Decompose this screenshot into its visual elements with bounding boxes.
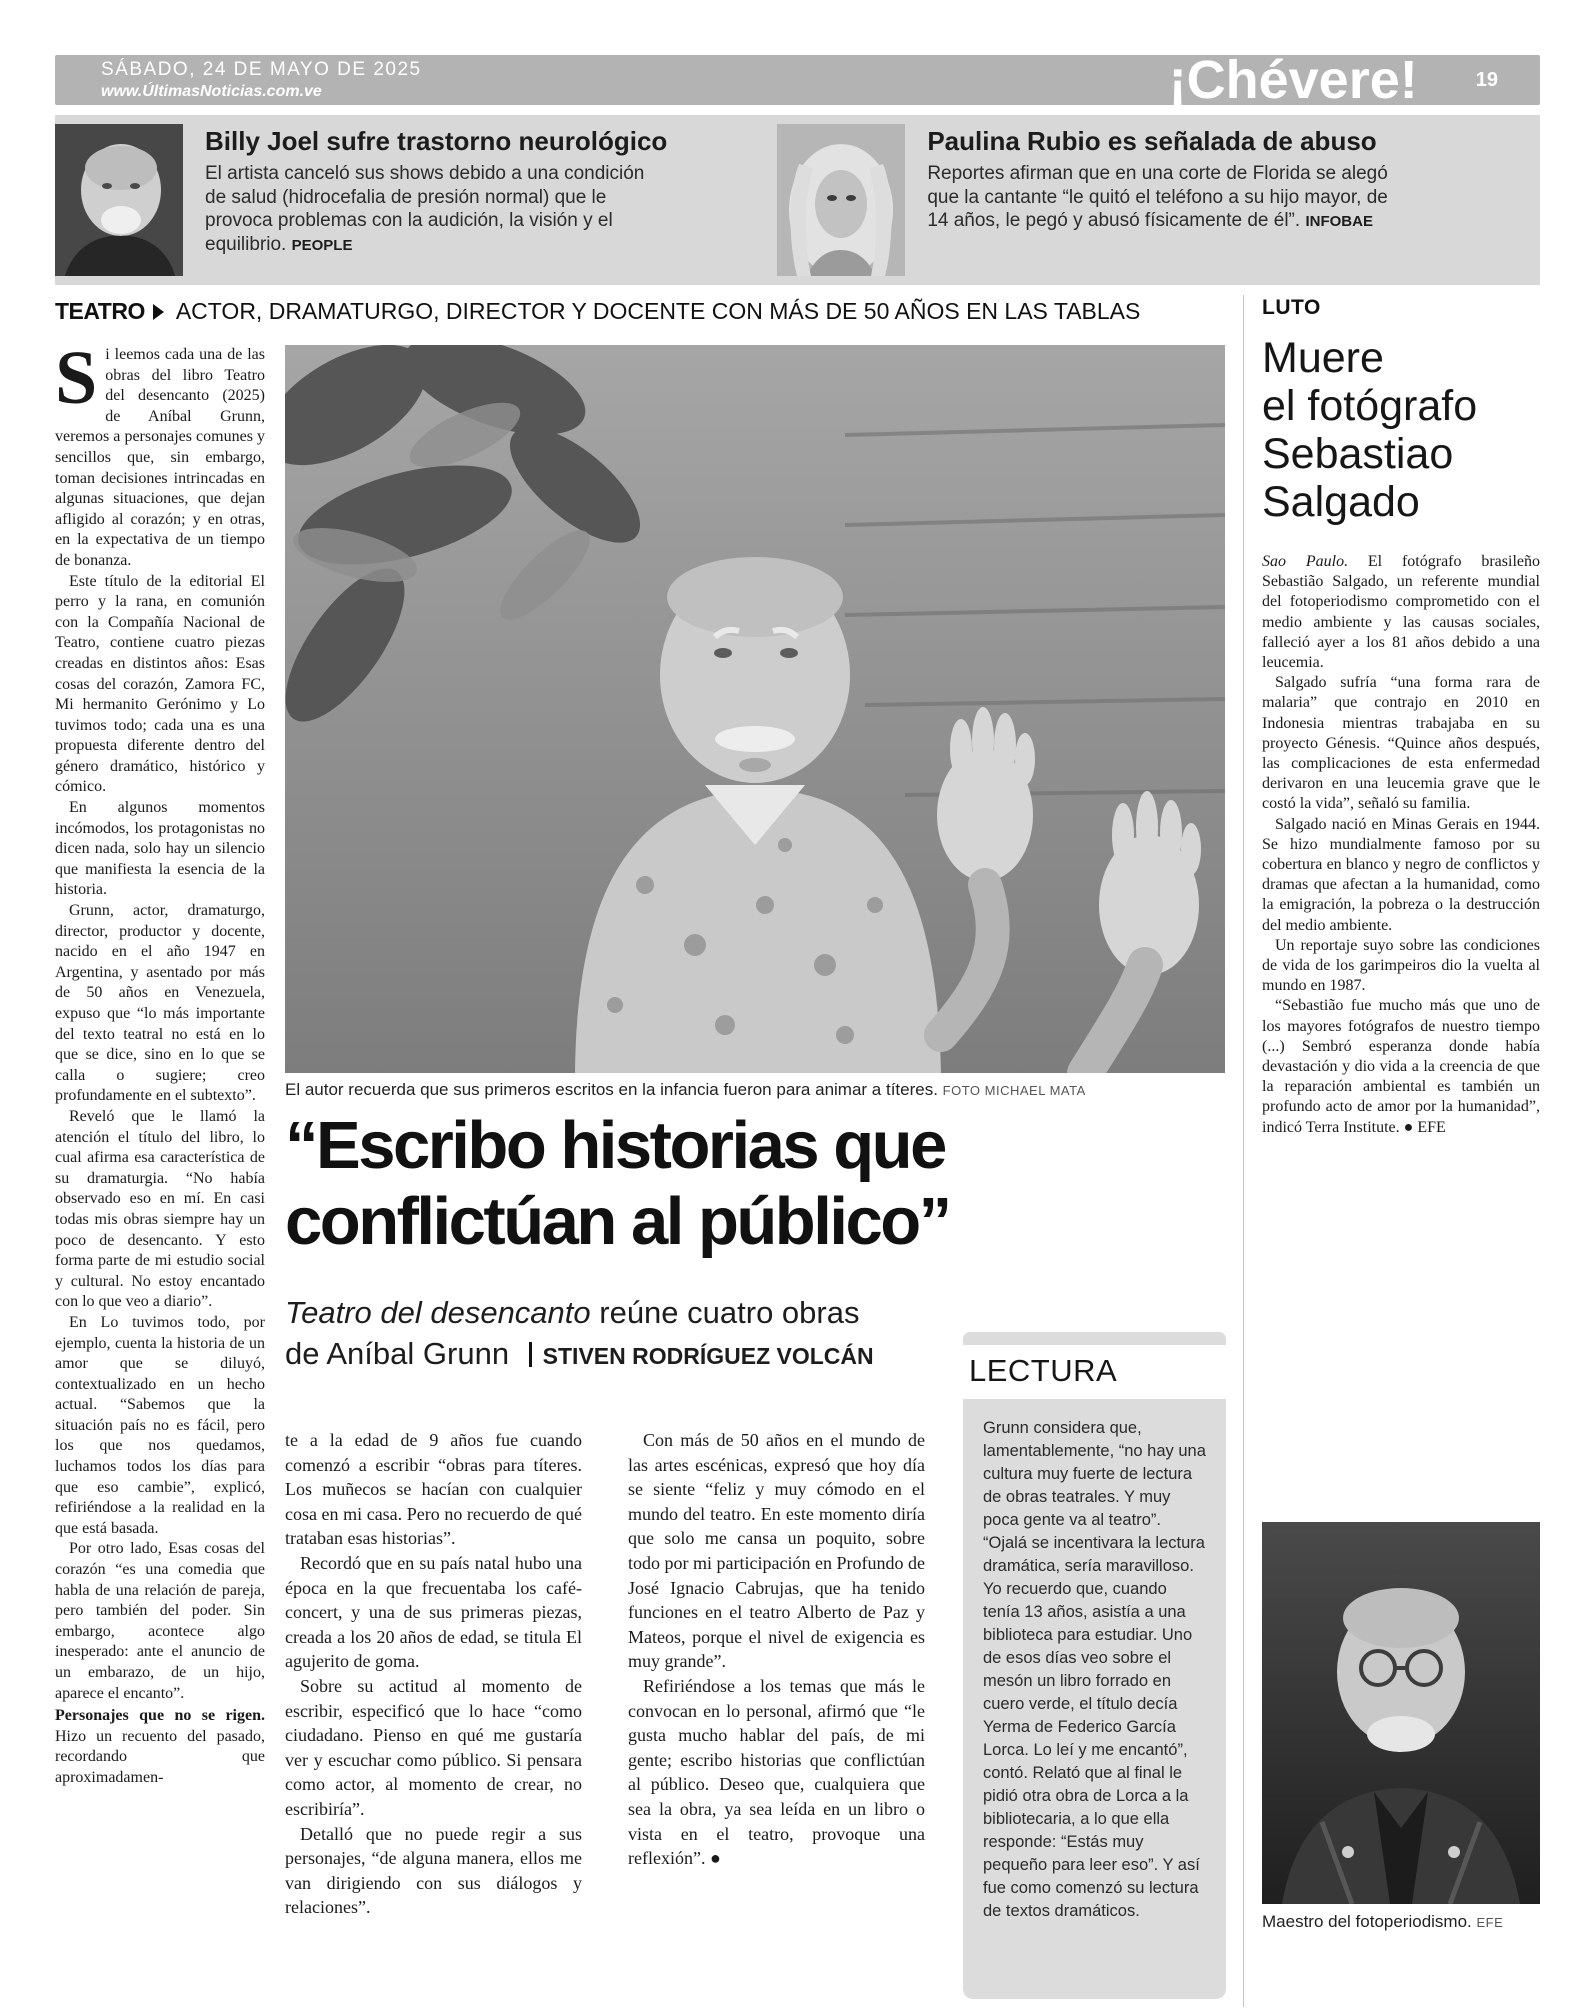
teaser-billy-joel (55, 124, 693, 276)
teaser-billy-joel-text (183, 124, 693, 276)
obituary-paragraph: Salgado nació en Minas Gerais en 1944. Se hizo mundialmente famoso por su cobertura en blanco y negro de conflictos y dramas que afectan a la humanidad, como la emigración, la pobreza o la destrucción del medio ambiente. (1262, 815, 1540, 934)
lectura-body: Grunn considera que, lamentablemente, “no hay una cultura muy fuerte de lectura de obras teatrales. Y muy poca gente va al teatro”. “Ojalá se incentivara la lectura dramática, sería maravilloso. Yo recuerdo que, cuando tenía 13 años, asistía a una biblioteca para estudiar. Uno de esos días veo sobre el mesón un libro forrado en cuero verde, el título decía Yerma de Federico García Lorca. Lo leí y me encantó”, contó. Relató que al final le pidió otra obra de Lorca a la bibliotecaria, a lo que ella responde: “Estás muy pequeño para leer eso”. Y así fue como comenzó su lectura de textos dramáticos. (983, 1419, 1206, 1920)
article-paragraph: Con más de 50 años en el mundo de las artes escénicas, expresó que hoy día se siente “feliz y muy cómodo en el mundo del teatro. En este momento diría que solo me cansa un poquito, sobre todo por mi participación en Profundo de José Ignacio Cabrujas, que ha tenido funciones en el teatro Alberto de Paz y Mateos, porque el nivel de exigencia es muy grande”. (628, 1430, 925, 1672)
article-paragraph: Refiriéndose a los temas que más le convocan en lo personal, afirmó que “le gusta mucho hablar del país, de mi gente; escribo historias que conflictúan al público. Deseo que, cualquiera que sea la obra, ya sea leída en un libro o vista en el teatro, provoque una reflexión”. ● (628, 1675, 925, 1869)
kicker-section-label: TEATRO (55, 298, 145, 324)
subsection-lead: Personajes que no se rigen. (55, 1707, 265, 1725)
teaser-source: INFOBAE (1305, 213, 1373, 230)
book-title: Teatro del desencanto (285, 1295, 591, 1330)
byline: STIVEN RODRÍGUEZ VOLCÁN (542, 1343, 874, 1369)
article-paragraph: Por otro lado, Esas cosas del corazón “es una comedia que habla de una relación de pareja, pero también del poder. Sin embargo, acontece algo inesperado: ante el anuncio de un embarazo, de un hijo, aparece el encanto”. (55, 1540, 265, 1702)
subhead-text: reúne cuatro obras (590, 1295, 860, 1330)
obituary-kicker: LUTO (1262, 296, 1321, 319)
section-title: ¡Chévere! (1168, 50, 1418, 110)
article-kicker (55, 298, 1225, 325)
main-headline (285, 1108, 1230, 1260)
masthead-bar (55, 50, 1540, 110)
obituary-headline-line: Sebastiao (1262, 430, 1454, 478)
masthead-section (1168, 50, 1540, 110)
article-paragraph (55, 345, 265, 572)
teaser-paulina-rubio-text (905, 124, 1423, 276)
obituary-paragraph-text: El fotógrafo brasileño Sebastião Salgado, un referente mundial del fotoperiodismo comprometido con el medio ambiente y las causas sociales, falleció ayer a los 81 años debido a una leucemia. (1262, 553, 1540, 672)
article-paragraph: Detalló que no puede regir a sus personajes, “de alguna manera, ellos me van dirigiendo con sus diálogos y relaciones”. (285, 1823, 582, 1918)
article-paragraph (55, 1706, 265, 1788)
paulina-rubio-photo (777, 124, 905, 276)
subhead-text: de Aníbal Grunn (285, 1336, 518, 1371)
obituary-paragraph: Salgado sufría “una forma rara de malaria” que contrajo en 2010 en Indonesia mientras trabajaba en su proyecto Génesis. “Quince años después, las complicaciones de esta enfermedad derivaron en una leucemia grave que le costó la vida”, señaló su familia. (1262, 674, 1540, 813)
masthead-dateline (55, 60, 422, 100)
photo-credit: EFE (1476, 1915, 1504, 1930)
article-bottom-columns (285, 1428, 925, 2014)
subhead (285, 1292, 1025, 1377)
photo-credit: FOTO MICHAEL MATA (942, 1083, 1086, 1098)
lectura-title: LECTURA (963, 1345, 1226, 1399)
teaser-source: PEOPLE (291, 236, 353, 254)
article-paragraph: Este título de la editorial El perro y la rana, en comunión con la Compañía Nacional de Teatro, contiene cuatro piezas creadas en distintos años: Esas cosas del corazón, Zamora FC, Mi hermanito Gerónimo y Lo tuvimos todo; cada una es una propuesta diferente dentro del género dramático, histórico y cómico. (55, 572, 265, 796)
kicker-text: ACTOR, DRAMATURGO, DIRECTOR Y DOCENTE CON MÁS DE 50 AÑOS EN LAS TABLAS (175, 298, 1141, 324)
obituary-headline-line: Muere (1262, 334, 1384, 382)
column-divider-rule (1243, 295, 1244, 2007)
teaser-headline: Paulina Rubio es señalada de abuso (927, 126, 1377, 156)
caption-text: Maestro del fotoperiodismo. (1262, 1912, 1477, 1931)
obituary-headline-line: Salgado (1262, 478, 1420, 526)
obituary-paragraph (1262, 552, 1540, 673)
sebastiao-salgado-photo (1262, 1522, 1540, 1904)
obituary-headline (1262, 334, 1540, 526)
website-url: www.ÚltimasNoticias.com.ve (101, 82, 322, 100)
lectura-top-tab (963, 1332, 1226, 1345)
article-paragraph: En Lo tuvimos todo, por ejemplo, cuenta la historia de un amor que se diluyó, contextualizado en un hecho actual. “Sabemos que la situación país no es fácil, pero los que nos quedamos, luchamos todos los días para que eso cambie”, explicó, refiriéndose a la realidad en la que está basada. (55, 1313, 265, 1537)
subhead-line (285, 1333, 1025, 1377)
dateline: Sao Paulo. (1262, 553, 1349, 570)
headline-line: conflictúan al público” (285, 1184, 950, 1259)
teaser-strip (55, 115, 1540, 285)
teaser-body (927, 162, 1397, 234)
page-number: 19 (1475, 68, 1498, 91)
article-paragraph: En algunos momentos incómodos, los protagonistas no dicen nada, solo hay un silencio que manifiesta la esencia de la historia. (55, 799, 265, 899)
obituary-paragraph: “Sebastião fue mucho más que uno de los mayores fotógrafos de nuestro tiempo (...) Sembró esperanza donde había devastación y dio vida a la creencia de que la reparación ambiental es también un profundo acto de amor por la humanidad”, indicó Terra Institute. ● EFE (1262, 997, 1540, 1136)
teaser-body-text: Reportes afirman que en una corte de Florida se alegó que la cantante “le quitó el teléfono a su hijo mayor, de 14 años, le pegó y abusó físicamente de él”. (927, 163, 1388, 231)
kicker-arrow-icon (153, 304, 164, 320)
lectura-box (963, 1399, 1226, 1999)
article-paragraph: Sobre su actitud al momento de escribir, especificó que lo hace “como ciudadano. Pienso en qué me gustaría ver y escuchar como público. Si pensara como actor, al momento de crear, no escribiría”. (285, 1675, 582, 1819)
byline-divider (529, 1342, 532, 1367)
drop-cap: S (55, 345, 98, 420)
main-photo-caption (285, 1080, 1225, 1100)
lectura-sidebar (963, 1332, 1226, 1999)
article-paragraph: Reveló que le llamó la atención el título del libro, lo cual afirma esa característica de su dramaturgia. “No había observado eso en mí. En casi todas mis obras siempre hay un poco de desencanto. Y esto forma parte de mi estudio social y cultural. No estoy encantado con lo que veo a diario”. (55, 1107, 265, 1311)
teaser-body (205, 162, 655, 257)
obituary-photo-caption (1262, 1912, 1540, 1932)
obituary-body (1262, 552, 1540, 1138)
obituary-paragraph: Un reportaje suyo sobre las condiciones de vida de los garimpeiros dio la vuelta al mundo en 1987. (1262, 936, 1540, 995)
edition-date: SÁBADO, 24 DE MAYO DE 2025 (101, 58, 422, 80)
teaser-body-text: El artista canceló sus shows debido a una condición de salud (hidrocefalia de presión normal) que le provoca problemas con la audición, la visión y el equilibrio. (205, 163, 645, 255)
obituary-column (1262, 296, 1540, 1138)
teaser-headline: Billy Joel sufre trastorno neurológico (205, 126, 668, 156)
obituary-headline-line: el fotógrafo (1262, 382, 1478, 430)
subhead-line (285, 1292, 1025, 1333)
lead-paragraph-text: i leemos cada una de las obras del libro Teatro del desencanto (2025) de Aníbal Grunn, veremos a personajes comunes y sencillos que, sin embargo, toman decisiones intrincadas en algunas situaciones, que dejan afligido al corazón; y en otras, en la expectativa de un tiempo de bonanza. (55, 346, 265, 569)
anibal-grunn-photo (285, 345, 1225, 1073)
subsection-lead-rest: Hizo un recuento del pasado, recordando que aproximadamen- (55, 1727, 265, 1786)
headline-line: “Escribo historias que (285, 1108, 945, 1183)
billy-joel-photo (55, 124, 183, 276)
caption-text: El autor recuerda que sus primeros escritos en la infancia fueron para animar a títeres. (285, 1080, 943, 1099)
article-paragraph: Grunn, actor, dramaturgo, director, productor y docente, nacido en el año 1947 en Argentina, y asentado por más de 50 años en Venezuela, expuso que “lo más importante del texto teatral no está en lo que se dice, sino en lo que se calla o sugiere; creo profundamente en el subtexto”. (55, 902, 265, 1105)
article-paragraph: Recordó que en su país natal hubo una época en la que frecuentaba los café-concert, y una de sus primeras piezas, creada a los 20 años de edad, se titula El agujerito de goma. (285, 1552, 582, 1672)
article-paragraph: te a la edad de 9 años fue cuando comenzó a escribir “obras para títeres. Los muñecos se hacían con cualquier cosa en mi casa. Pero no recuerdo de qué trataban esas historias”. (285, 1430, 582, 1549)
teaser-paulina-rubio (777, 124, 1423, 276)
article-left-column (55, 345, 265, 2010)
